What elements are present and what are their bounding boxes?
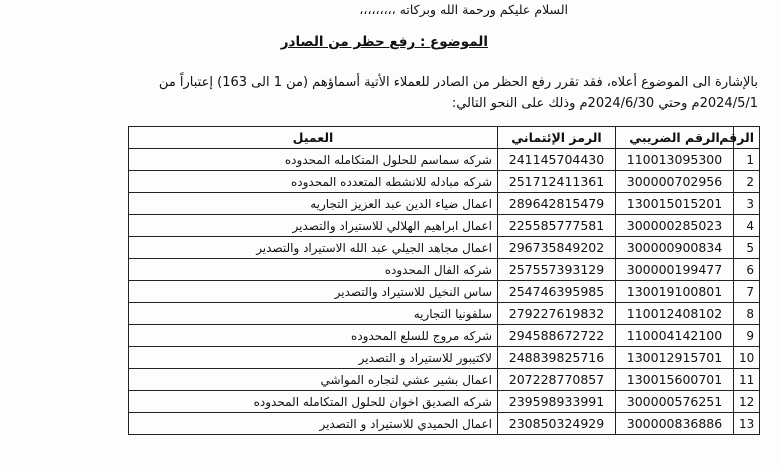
table-row [129,413,760,435]
table-row [129,237,760,259]
credit-code-cell: 296735849202 [498,237,616,259]
client-name-cell: اعمال بشير عشي لتجاره المواشي [129,369,498,391]
tax-number-cell: 300000702956 [616,171,734,193]
row-number: 5 [734,237,760,259]
credit-code-cell: 207228770857 [498,369,616,391]
tax-number-cell: 110012408102 [616,303,734,325]
row-number: 12 [734,391,760,413]
table-header-row [129,127,760,149]
credit-code-cell: 225585777581 [498,215,616,237]
table-body [129,149,760,435]
client-name-cell: لاكتيبور للاستيراد و التصدير [129,347,498,369]
header-tax-number: الرقم الضريبي [616,127,734,149]
credit-code-cell: 239598933991 [498,391,616,413]
row-number: 3 [734,193,760,215]
tax-number-cell: 300000836886 [616,413,734,435]
table-row [129,281,760,303]
row-number: 7 [734,281,760,303]
body-line-2: 2024/5/1م وحتي 2024/6/30م وذلك على النحو التالي: [451,96,758,111]
tax-number-cell: 130019100801 [616,281,734,303]
credit-code-cell: 251712411361 [498,171,616,193]
row-number: 11 [734,369,760,391]
body-line-1: بالإشارة الى الموضوع أعلاه، فقد تقرر رفع الحظر من الصادر للعملاء الأتية أسماؤهم (من 1 الى 163) إعتباراً من [158,75,758,90]
tax-number-cell: 130015015201 [616,193,734,215]
table-row [129,149,760,171]
credit-code-cell: 241145704430 [498,149,616,171]
row-number: 10 [734,347,760,369]
client-name-cell: اعمال الحميدي للاستيراد و التصدير [129,413,498,435]
table-row [129,259,760,281]
credit-code-cell: 230850324929 [498,413,616,435]
header-credit-code: الرمز الإئتماني [498,127,616,149]
row-number: 9 [734,325,760,347]
table-row [129,193,760,215]
client-name-cell: شركه الفال المحدوده [129,259,498,281]
tax-number-cell: 110004142100 [616,325,734,347]
tax-number-cell: 300000199477 [616,259,734,281]
table-row [129,303,760,325]
client-name-cell: شركه مبادله للانشطه المتعدده المحدوده [129,171,498,193]
client-name-cell: اعمال ابراهيم الهلالي للاستيراد والتصدير [129,215,498,237]
table-row [129,347,760,369]
body-paragraph [43,72,758,114]
header-client: العميل [129,127,498,149]
row-number: 6 [734,259,760,281]
client-name-cell: شركه مروج للسلع المحدوده [129,325,498,347]
tax-number-cell: 300000285023 [616,215,734,237]
client-name-cell: شركه سماسم للحلول المتكامله المحدوده [129,149,498,171]
table-row [129,325,760,347]
client-name-cell: سلفونيا التجاريه [129,303,498,325]
header-num: الرقم [734,127,760,149]
credit-code-cell: 294588672722 [498,325,616,347]
row-number: 8 [734,303,760,325]
row-number: 4 [734,215,760,237]
table-row [129,369,760,391]
credit-code-cell: 248839825716 [498,347,616,369]
tax-number-cell: 300000576251 [616,391,734,413]
credit-code-cell: 289642815479 [498,193,616,215]
table-row [129,171,760,193]
row-number: 13 [734,413,760,435]
tax-number-cell: 110013095300 [616,149,734,171]
clients-table [128,126,760,435]
client-name-cell: اعمال ضياء الدين عبد العزيز التجاريه [129,193,498,215]
client-name-cell: شركه الصديق اخوان للحلول المتكامله المحدوده [129,391,498,413]
table-row [129,215,760,237]
tax-number-cell: 130012915701 [616,347,734,369]
greeting-line: السلام عليكم ورحمة الله وبركاته ،،،،،،،،، [359,2,568,17]
client-name-cell: اعمال مجاهد الجيلي عبد الله الاستيراد والتصدير [129,237,498,259]
credit-code-cell: 254746395985 [498,281,616,303]
subject-heading: الموضوع : رفع حظر من الصادر [280,34,488,50]
row-number: 2 [734,171,760,193]
table-row [129,391,760,413]
tax-number-cell: 130015600701 [616,369,734,391]
row-number: 1 [734,149,760,171]
client-name-cell: ساس النخيل للاستيراد والتصدير [129,281,498,303]
credit-code-cell: 279227619832 [498,303,616,325]
tax-number-cell: 300000900834 [616,237,734,259]
credit-code-cell: 257557393129 [498,259,616,281]
